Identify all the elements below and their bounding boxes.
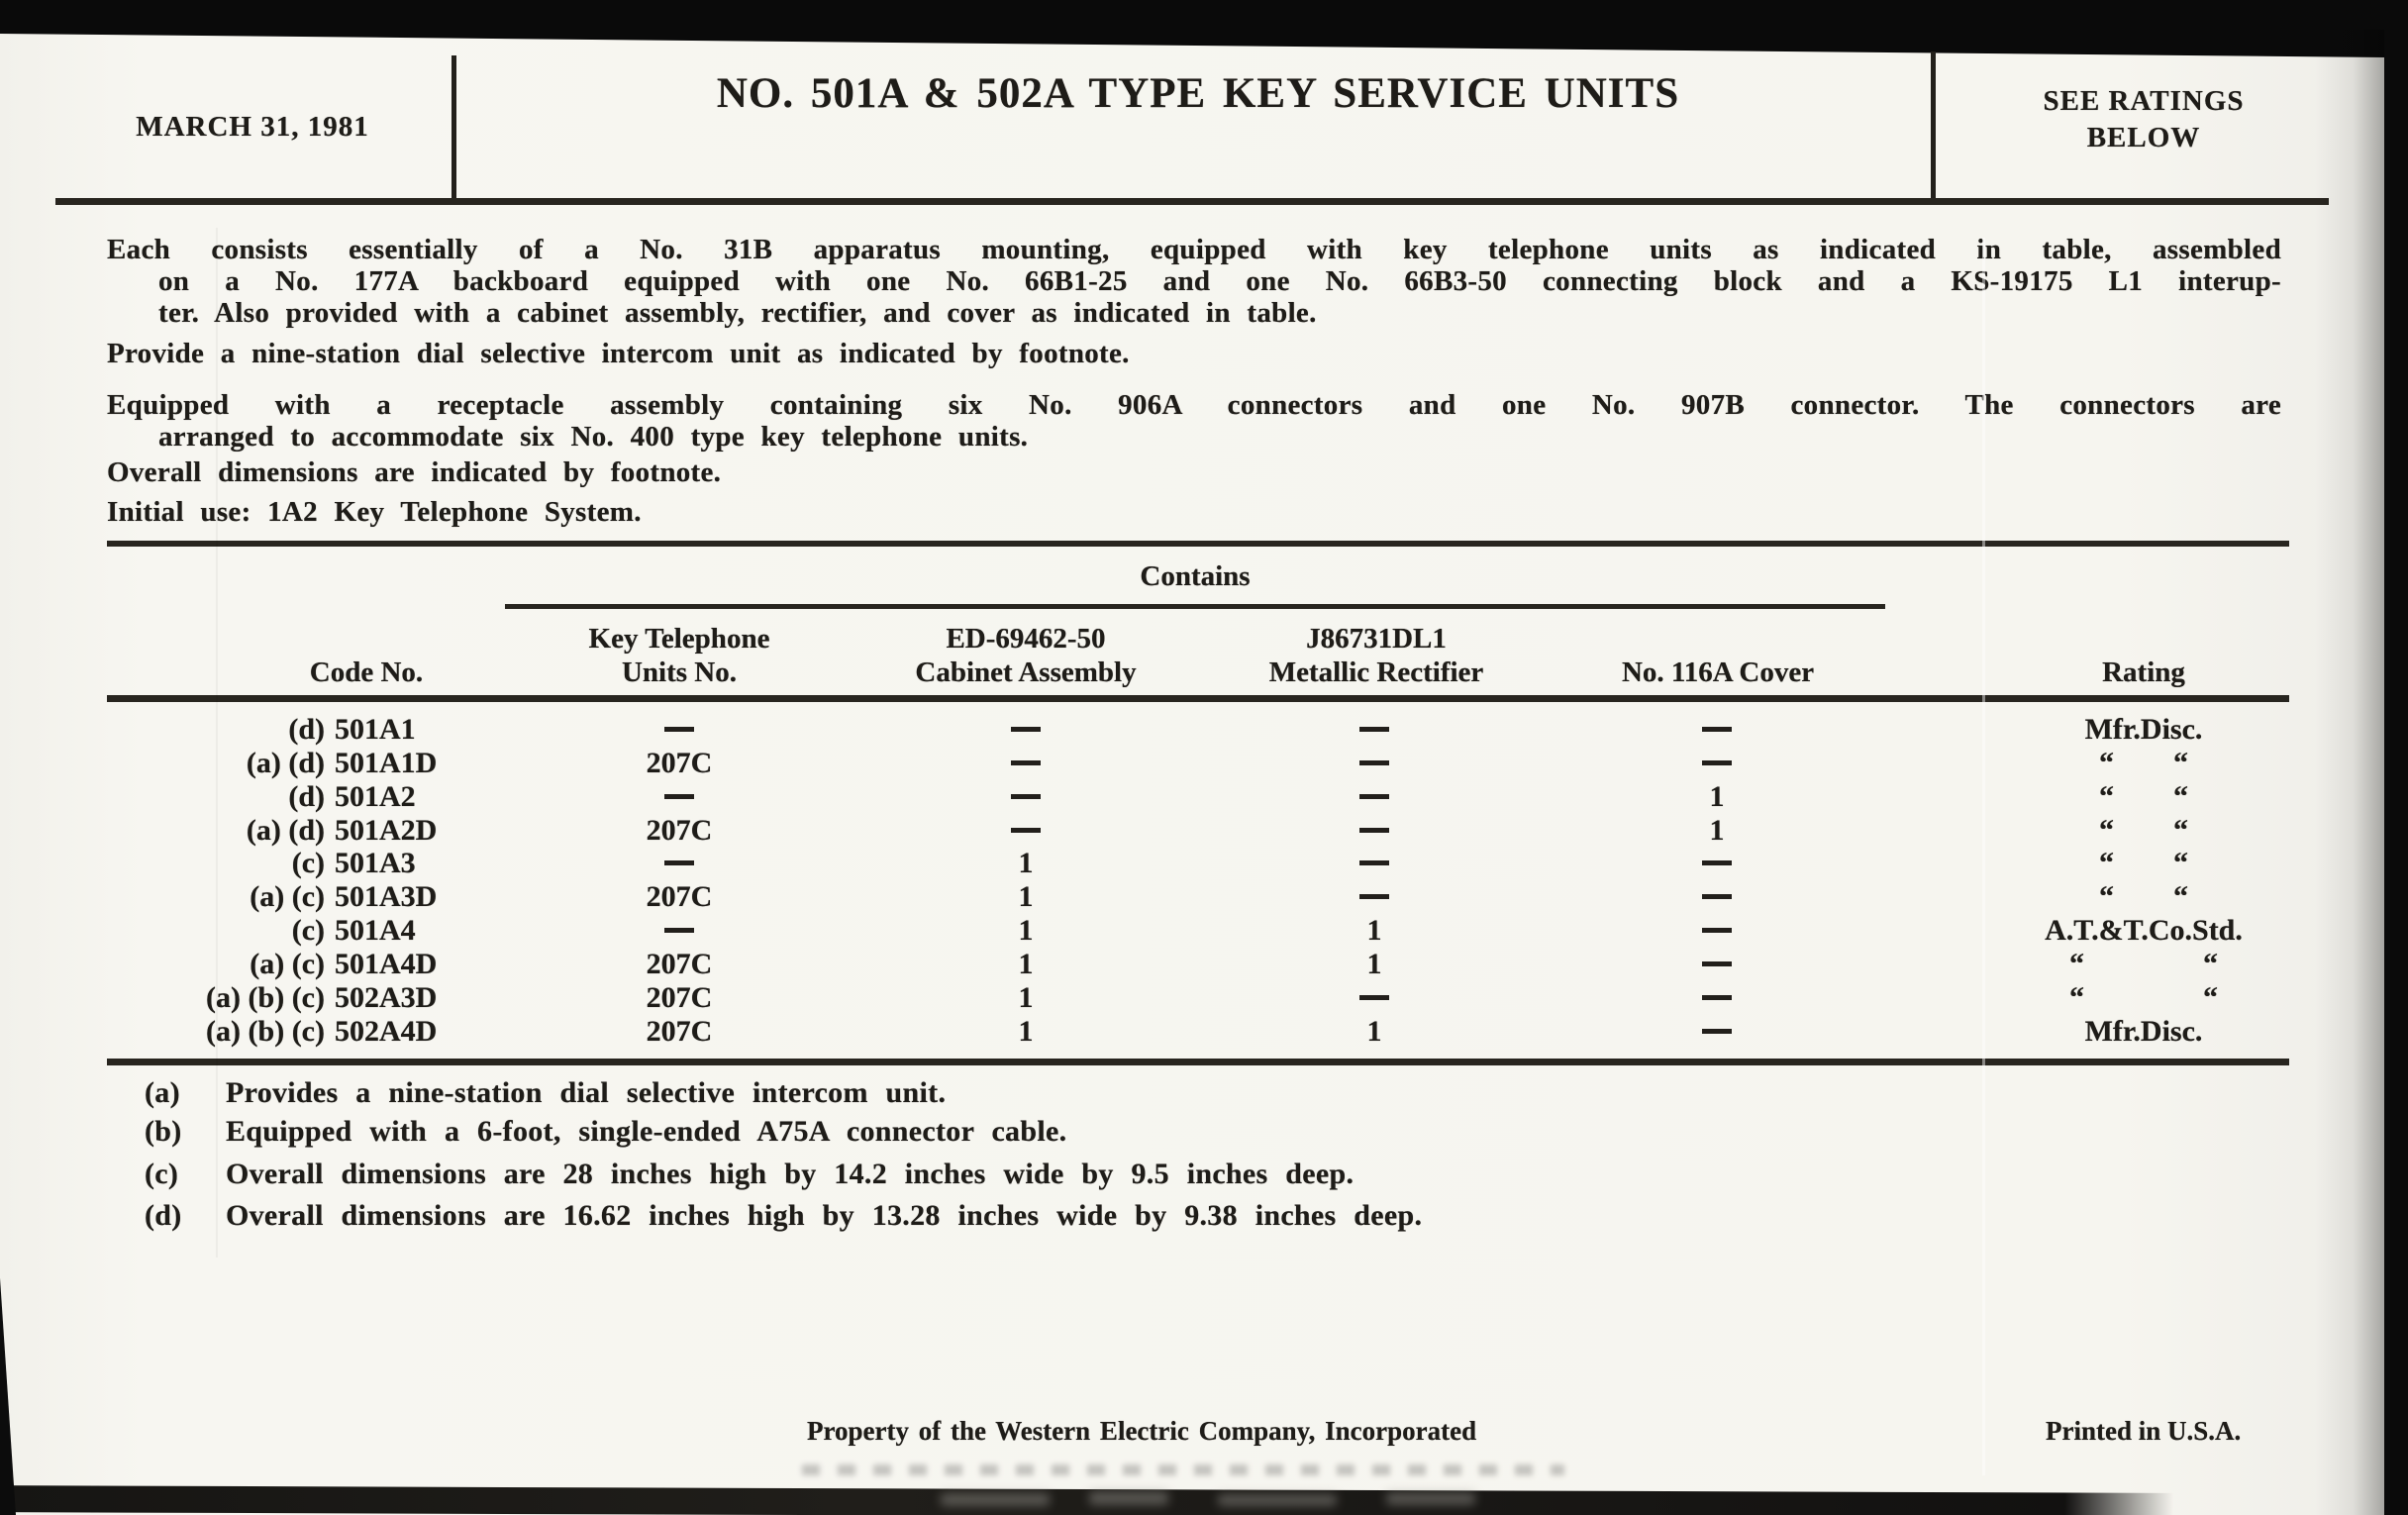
header-divider-left — [452, 55, 456, 202]
cell-cabinet — [891, 713, 1160, 747]
column-header-rectifier — [1228, 622, 1525, 689]
dash-mark — [1011, 727, 1041, 732]
dash-mark — [1702, 1029, 1732, 1034]
cell-cabinet: 1 — [1018, 980, 1034, 1014]
cell-rating: Mfr.Disc. — [2084, 1014, 2203, 1048]
column-header-cabinet-line2: Cabinet Assembly — [915, 656, 1137, 688]
cell-ktu: 207C — [646, 1014, 713, 1048]
dash-mark — [1702, 995, 1732, 1000]
dash-mark — [1359, 995, 1389, 1000]
cell-code: 501A2 — [335, 779, 416, 813]
contains-underline — [505, 604, 1885, 609]
dash-mark — [1011, 760, 1041, 765]
footnote-text: Provides a nine-station dial selective intercom unit. — [226, 1076, 947, 1109]
table-bottom-rule — [107, 1059, 2289, 1065]
cell-cover — [1582, 880, 1852, 914]
scan-artifact-line-faint — [216, 228, 218, 1258]
cell-rectifier — [1240, 880, 1509, 914]
table-row — [0, 981, 2408, 1015]
cell-rating: “ “ — [2069, 980, 2218, 1014]
cell-rectifier — [1240, 814, 1509, 848]
column-header-ktu-line2: Units No. — [621, 656, 737, 688]
cell-code: 501A4D — [335, 947, 438, 980]
body-line: Initial use: 1A2 Key Telephone System. — [107, 496, 642, 528]
cell-rating: “ “ — [2099, 880, 2188, 914]
cell-rating: Mfr.Disc. — [2084, 713, 2203, 746]
cell-cabinet: 1 — [1018, 880, 1034, 914]
cell-cabinet — [891, 747, 1160, 780]
cell-rectifier — [1240, 780, 1509, 814]
dash-mark — [664, 928, 694, 933]
table-row — [0, 780, 2408, 814]
cell-ktu: 207C — [646, 813, 713, 847]
cell-cover: 1 — [1709, 813, 1725, 847]
cell-prefix: (d) — [288, 779, 325, 813]
dash-mark — [1702, 894, 1732, 899]
cell-code: 501A4 — [335, 914, 416, 948]
header-rule — [55, 198, 2329, 205]
dash-mark — [1359, 828, 1389, 833]
dash-mark — [1011, 794, 1041, 799]
cell-code: 501A2D — [335, 813, 438, 847]
cell-rating: “ “ — [2099, 847, 2188, 880]
footnote — [145, 1199, 1422, 1233]
cell-ktu — [551, 713, 808, 747]
cell-code: 502A4D — [335, 1014, 438, 1048]
cell-ktu — [551, 914, 808, 948]
page-title: NO. 501A & 502A TYPE KEY SERVICE UNITS — [716, 70, 1680, 117]
ratings-note — [1980, 83, 2307, 156]
table-row — [0, 914, 2408, 948]
cell-ktu: 207C — [646, 980, 713, 1014]
body-line: arranged to accommodate six No. 400 type key telephone units. — [158, 421, 1029, 453]
footnote-label: (a) — [145, 1076, 180, 1109]
body-line: Provide a nine-station dial selective intercom unit as indicated by footnote. — [107, 338, 1130, 369]
scan-artifact-line — [1982, 238, 1985, 1475]
table-row — [0, 880, 2408, 914]
printed-in-usa-label: Printed in U.S.A. — [2046, 1416, 2242, 1446]
dash-mark — [1359, 894, 1389, 899]
footnote-label: (b) — [145, 1115, 182, 1148]
cell-cover — [1582, 747, 1852, 780]
dash-mark — [1702, 860, 1732, 865]
table-row — [0, 948, 2408, 981]
cell-ktu — [551, 780, 808, 814]
scan-edge-shadow-right — [2315, 30, 2384, 1515]
cell-code: 501A3 — [335, 847, 416, 880]
cell-cabinet: 1 — [1018, 847, 1034, 880]
footnote-label: (c) — [145, 1158, 179, 1190]
cell-rectifier: 1 — [1366, 914, 1382, 948]
contains-header: Contains — [1140, 560, 1251, 592]
cell-rating: “ “ — [2099, 813, 2188, 847]
cell-cabinet: 1 — [1018, 1014, 1034, 1048]
column-header-code-label: Code No. — [309, 656, 424, 688]
cell-code: 501A1 — [335, 713, 416, 746]
cell-cover — [1582, 1015, 1852, 1049]
ratings-note-line1: SEE RATINGS — [2043, 85, 2245, 117]
column-header-code — [188, 656, 545, 689]
table-row — [0, 847, 2408, 880]
column-header-ktu-line1: Key Telephone — [588, 623, 770, 655]
dash-mark — [1702, 928, 1732, 933]
cell-code: 501A1D — [335, 746, 438, 779]
footnote-text: Overall dimensions are 28 inches high by 14.2 inches wide by 9.5 inches deep. — [226, 1158, 1354, 1190]
dash-mark — [1702, 760, 1732, 765]
column-header-cabinet — [866, 622, 1185, 689]
cell-rectifier — [1240, 981, 1509, 1015]
dash-mark — [1359, 727, 1389, 732]
table-header-rule — [107, 695, 2289, 702]
cell-prefix: (c) — [291, 914, 325, 948]
dash-mark — [664, 794, 694, 799]
cell-rectifier — [1240, 713, 1509, 747]
cell-prefix: (d) — [288, 713, 325, 746]
cell-cover — [1582, 948, 1852, 981]
cell-cabinet — [891, 780, 1160, 814]
body-line: Overall dimensions are indicated by footnote. — [107, 456, 722, 488]
body-line: Each consists essentially of a No. 31B apparatus mounting, equipped with key telephone units as indicated in table, assembled — [107, 234, 2281, 265]
column-header-cover — [1555, 656, 1881, 689]
column-header-rectifier-line1: J86731DL1 — [1306, 623, 1447, 655]
footnote — [145, 1076, 946, 1110]
scan-smudge — [1218, 1494, 1337, 1506]
cell-ktu: 207C — [646, 746, 713, 779]
dash-mark — [1702, 727, 1732, 732]
dash-mark — [1011, 828, 1041, 833]
cell-prefix: (a) (d) — [246, 746, 325, 779]
scan-smudge — [1386, 1492, 1475, 1505]
dash-mark — [1359, 794, 1389, 799]
dash-mark — [1359, 860, 1389, 865]
cell-cabinet: 1 — [1018, 914, 1034, 948]
scan-smudge — [1089, 1491, 1168, 1505]
body-line: Equipped with a receptacle assembly containing six No. 906A connectors and one No. 907B connector. The connectors are — [107, 389, 2281, 421]
column-header-rating-label: Rating — [2102, 656, 2185, 688]
property-notice: Property of the Western Electric Company, Incorporated — [807, 1416, 1477, 1446]
table-top-rule — [107, 541, 2289, 547]
cell-cover — [1582, 981, 1852, 1015]
cell-cover — [1582, 914, 1852, 948]
document-date: MARCH 31, 1981 — [136, 111, 369, 143]
cell-code: 502A3D — [335, 980, 438, 1014]
dash-mark — [664, 727, 694, 732]
cell-prefix: (a) (b) (c) — [206, 1014, 325, 1048]
scan-smudge — [941, 1493, 1050, 1506]
body-line: on a No. 177A backboard equipped with one No. 66B1-25 and one No. 66B3-50 connecting block and a KS-19175 L1 interup- — [158, 265, 2281, 297]
cell-rating: “ “ — [2099, 779, 2188, 813]
table-row — [0, 814, 2408, 848]
column-header-ktu — [551, 622, 808, 689]
cell-cabinet — [891, 814, 1160, 848]
cell-rating: “ “ — [2069, 947, 2218, 980]
cell-cover: 1 — [1709, 779, 1725, 813]
cell-prefix: (c) — [291, 847, 325, 880]
cell-prefix: (a) (c) — [250, 947, 325, 980]
body-line: ter. Also provided with a cabinet assembly, rectifier, and cover as indicated in table. — [158, 297, 1317, 329]
cell-ktu — [551, 847, 808, 880]
footnote-text: Equipped with a 6-foot, single-ended A75A connector cable. — [226, 1115, 1067, 1148]
column-header-cabinet-line1: ED-69462-50 — [946, 623, 1106, 655]
table-row — [0, 747, 2408, 780]
cell-rectifier: 1 — [1366, 947, 1382, 980]
cell-code: 501A3D — [335, 880, 438, 914]
column-header-cover-label: No. 116A Cover — [1621, 656, 1815, 688]
table-row — [0, 713, 2408, 747]
header-divider-right — [1931, 51, 1936, 202]
cell-prefix: (a) (d) — [246, 813, 325, 847]
footnote-text: Overall dimensions are 16.62 inches high by 13.28 inches wide by 9.38 inches deep. — [226, 1199, 1423, 1232]
column-header-rectifier-line2: Metallic Rectifier — [1268, 656, 1484, 688]
cell-rating: “ “ — [2099, 746, 2188, 779]
footnote — [145, 1158, 1354, 1191]
dash-mark — [664, 860, 694, 865]
cell-cover — [1582, 713, 1852, 747]
scan-ghost-text — [802, 1464, 1564, 1475]
footnote-label: (d) — [145, 1199, 182, 1232]
table-row — [0, 1015, 2408, 1049]
cell-ktu: 207C — [646, 880, 713, 914]
dash-mark — [1359, 760, 1389, 765]
cell-rectifier — [1240, 747, 1509, 780]
cell-cabinet: 1 — [1018, 947, 1034, 980]
cell-rating: A.T.&T.Co.Std. — [2045, 914, 2243, 948]
footnote — [145, 1115, 1066, 1149]
dash-mark — [1702, 961, 1732, 966]
cell-prefix: (a) (b) (c) — [206, 980, 325, 1014]
column-header-rating — [1990, 656, 2297, 689]
cell-prefix: (a) (c) — [250, 880, 325, 914]
cell-rectifier — [1240, 847, 1509, 880]
ratings-note-line2: BELOW — [2086, 122, 2201, 153]
cell-cover — [1582, 847, 1852, 880]
cell-ktu: 207C — [646, 947, 713, 980]
cell-rectifier: 1 — [1366, 1014, 1382, 1048]
